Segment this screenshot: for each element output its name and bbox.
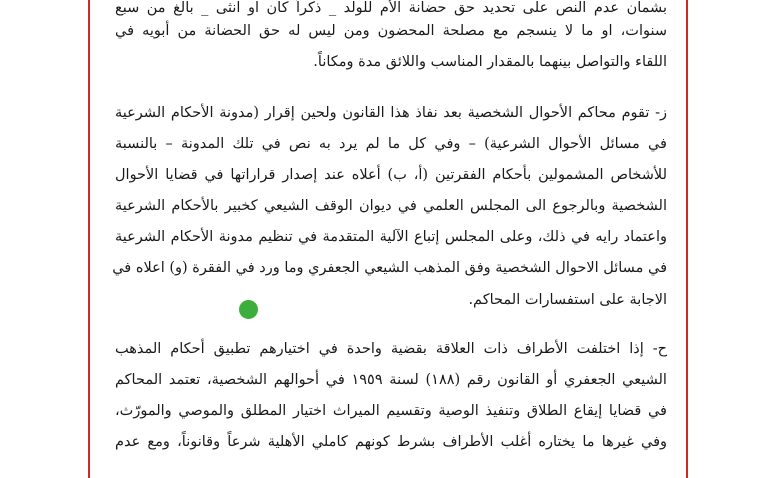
paragraph-h-line-3: في قضايا إيقاع الطلاق وتنفيذ الوصية وتقسيم الميراث اختيار المطلق والموصي والمورّث، bbox=[115, 403, 667, 419]
paragraph-g-line-1: بشمان عدم النص على تحديد حق حضانة الأم للولد _ ذكراً كان او انثى _ بالغ من سبع bbox=[115, 0, 667, 16]
paragraph-z-line-2: في مسائل الأحوال الشرعية) – وفي كل ما لم يرد به نص في تلك المدونة – بالنسبة bbox=[115, 136, 667, 152]
paragraph-z-line-5: واعتماد رايه في ذلك، وعلى المجلس إتباع الآلية المتقدمة في تنظيم مدونة الأحكام الشرعية bbox=[115, 229, 667, 245]
paragraph-g-line-3: اللقاء والتواصل بينهما بالمقدار المناسب واللائق مدة ومكاناً. bbox=[313, 54, 667, 70]
paragraph-g-line-2: سنوات، او ما لا ينسجم مع مصلحة المحضون ومن ليس له حق الحضانة من أبويه في bbox=[115, 23, 667, 39]
paragraph-z-line-7: الاجابة على استفسارات المحاكم. bbox=[468, 292, 667, 308]
paragraph-h-line-1: ح- إذا اختلفت الأطراف ذات العلاقة بقضية واحدة في اختيارهم تطبيق أحكام المذهب bbox=[115, 341, 667, 357]
paragraph-z-line-4: الشخصية وبالرجوع الى المجلس العلمي في ديوان الوقف الشيعي كخبير بالأحكام الشرعية bbox=[115, 198, 667, 214]
paragraph-z-line-3: للأشخاص المشمولين بأحكام الفقرتين (أ، ب) أعلاه عند إصدار قراراتها في قضايا الأحوال bbox=[115, 167, 667, 183]
paragraph-h-line-4: وفي غيرها ما يختاره أغلب الأطراف بشرط كونهم كاملي الأهلية شرعاً وقانوناً، ومع عدم bbox=[115, 434, 667, 450]
paragraph-h-line-2: الشيعي الجعفري أو القانون رقم (١٨٨) لسنة ١٩٥٩ في أحوالهم الشخصية، تعتمد المحاكم bbox=[115, 372, 667, 388]
green-marker-dot bbox=[239, 300, 258, 319]
paragraph-z-line-6: في مسائل الاحوال الشخصية وفق المذهب الشيعي الجعفري وما ورد في الفقرة (و) اعلاه في bbox=[112, 260, 667, 276]
paragraph-z-line-1: ز- تقوم محاكم الأحوال الشخصية بعد نفاذ هذا القانون ولحين إقرار (مدونة الأحكام الشرعية bbox=[115, 105, 667, 121]
